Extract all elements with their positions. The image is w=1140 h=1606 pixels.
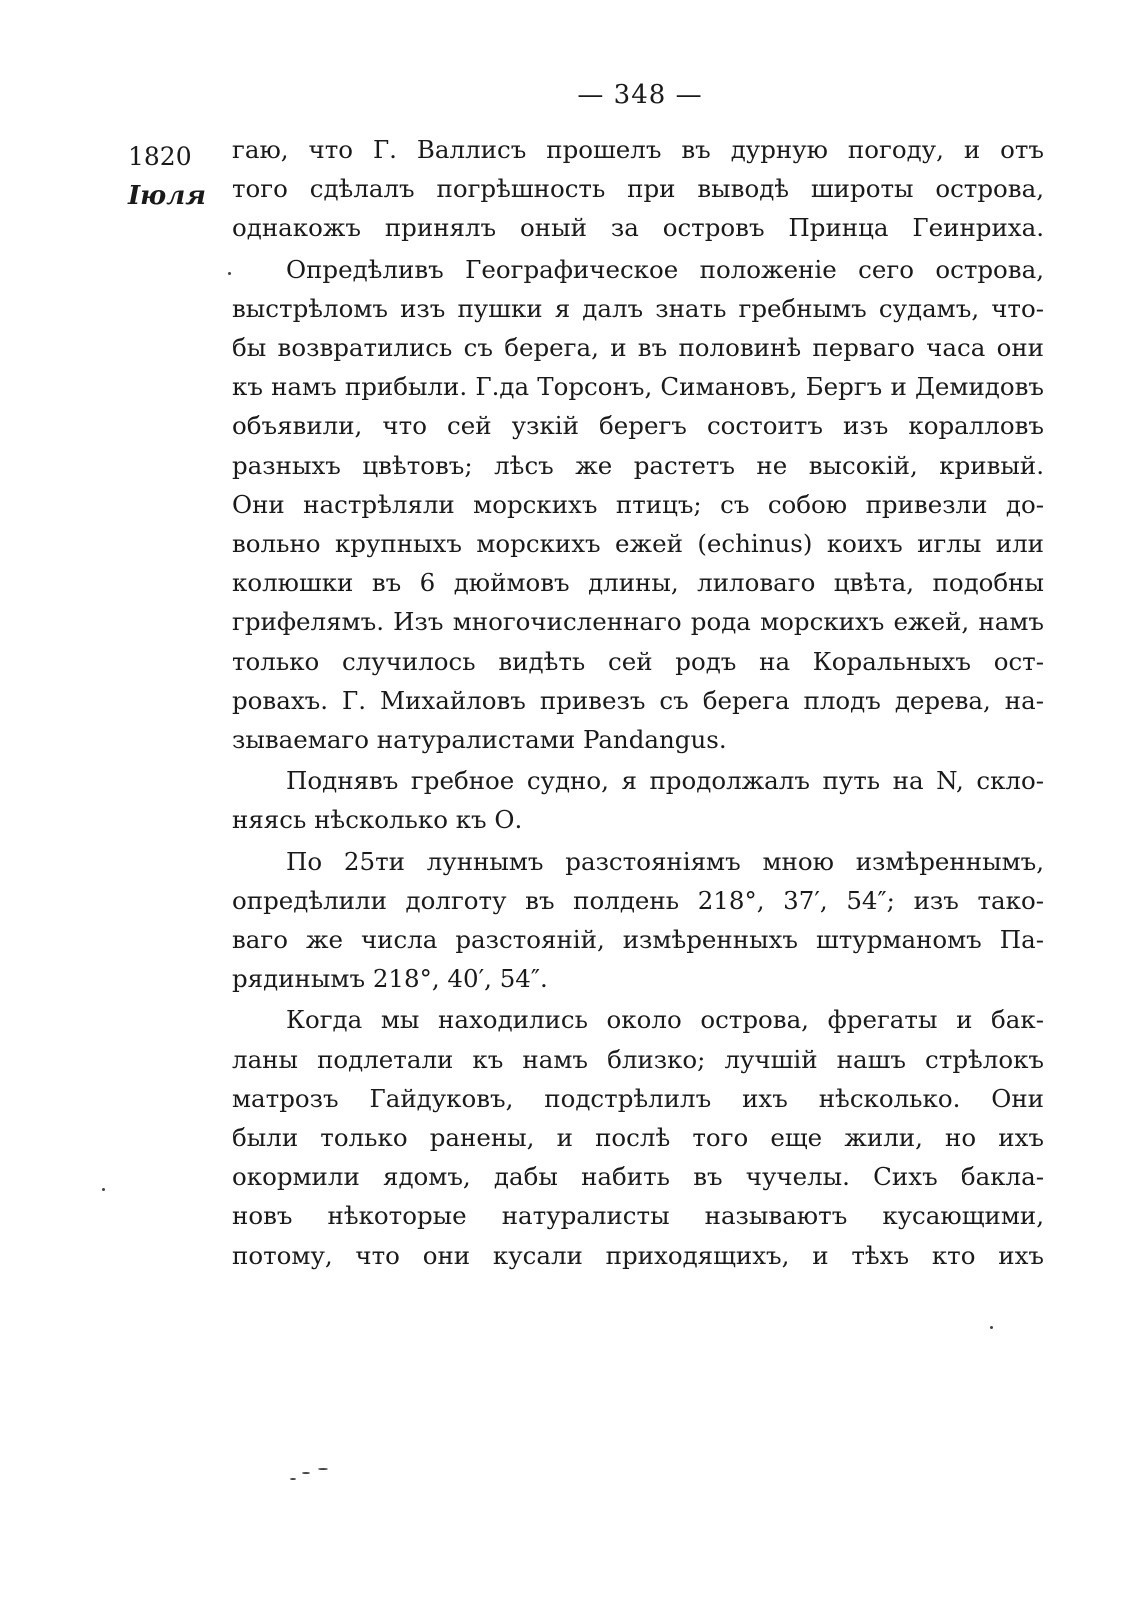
page-number: — 348 — bbox=[577, 80, 703, 110]
margin-year: 1820 bbox=[128, 142, 192, 171]
text-line: Они настрѣляли морскихъ птицъ; съ собою привезли до- bbox=[232, 489, 1044, 519]
text-line: колюшки въ 6 дюймовъ длины, лиловаго цвѣта, подобны bbox=[232, 568, 1044, 598]
text-line: зываемаго натуралистами Pandangus. bbox=[232, 725, 727, 755]
print-speck bbox=[990, 1326, 993, 1329]
print-speck bbox=[302, 1472, 310, 1474]
text-line: къ намъ прибыли. Г.да Торсонъ, Симановъ, Бергъ и Демидовъ bbox=[232, 372, 1044, 402]
print-speck bbox=[290, 1478, 296, 1480]
text-line: были только ранены, и послѣ того еще жили, но ихъ bbox=[232, 1123, 1044, 1153]
body-text bbox=[232, 130, 1044, 1275]
text-line: гаю, что Г. Валлисъ прошелъ въ дурную погоду, и отъ bbox=[232, 135, 1044, 164]
text-line: грифелямъ. Изъ многочисленнаго рода морскихъ ежей, намъ bbox=[232, 607, 1044, 637]
text-line: По 25ти луннымъ разстояніямъ мною измѣреннымъ, bbox=[286, 846, 1044, 876]
text-line: того сдѣлалъ погрѣшность при выводѣ широты острова, bbox=[232, 174, 1044, 204]
text-line: опредѣлили долготу въ полдень 218°, 37′, 54″; изъ тако- bbox=[232, 885, 1044, 915]
text-line: только случилось видѣть сей родъ на Коральныхъ ост- bbox=[232, 646, 1044, 676]
text-line: окормили ядомъ, дабы набить въ чучелы. Сихъ бакла- bbox=[232, 1162, 1044, 1192]
print-speck bbox=[228, 272, 231, 275]
text-line: ланы подлетали къ намъ близко; лучшій нашъ стрѣлокъ bbox=[232, 1044, 1044, 1074]
text-line: Опредѣливъ Географическое положеніе сего острова, bbox=[286, 254, 1044, 284]
text-line: бы возвратились съ берега, и въ половинѣ перваго часа они bbox=[232, 333, 1044, 363]
text-line: новъ нѣкоторые натуралисты называютъ кусающими, bbox=[232, 1201, 1044, 1231]
text-line: матрозъ Гайдуковъ, подстрѣлилъ ихъ нѣсколько. Они bbox=[232, 1083, 1044, 1113]
text-line: няясь нѣсколько къ О. bbox=[232, 805, 523, 835]
text-line: объявили, что сей узкій берегъ состоитъ изъ коралловъ bbox=[232, 411, 1044, 441]
margin-month: Іюля bbox=[128, 181, 206, 211]
print-speck bbox=[318, 1468, 328, 1470]
text-line: потому, что они кусали приходящихъ, и тѣхъ кто ихъ bbox=[232, 1240, 1044, 1270]
text-line: однакожъ принялъ оный за островъ Принца Геинриха. bbox=[232, 213, 1044, 243]
text-line: ровахъ. Г. Михайловъ привезъ съ берега плодъ дерева, на- bbox=[232, 685, 1044, 715]
text-line: ваго же числа разстояній, измѣренныхъ штурманомъ Па- bbox=[232, 925, 1044, 955]
text-line: разныхъ цвѣтовъ; лѣсъ же растетъ не высокій, кривый. bbox=[232, 450, 1044, 480]
text-line: выстрѣломъ изъ пушки я далъ знать гребнымъ судамъ, что- bbox=[232, 293, 1044, 323]
text-line: Когда мы находились около острова, фрегаты и бак- bbox=[286, 1005, 1044, 1035]
text-line: вольно крупныхъ морскихъ ежей (echinus) коихъ иглы или bbox=[232, 529, 1044, 559]
print-speck bbox=[102, 1188, 105, 1191]
text-line: рядинымъ 218°, 40′, 54″. bbox=[232, 964, 548, 994]
text-line: Поднявъ гребное судно, я продолжалъ путь на N, скло- bbox=[286, 766, 1044, 796]
